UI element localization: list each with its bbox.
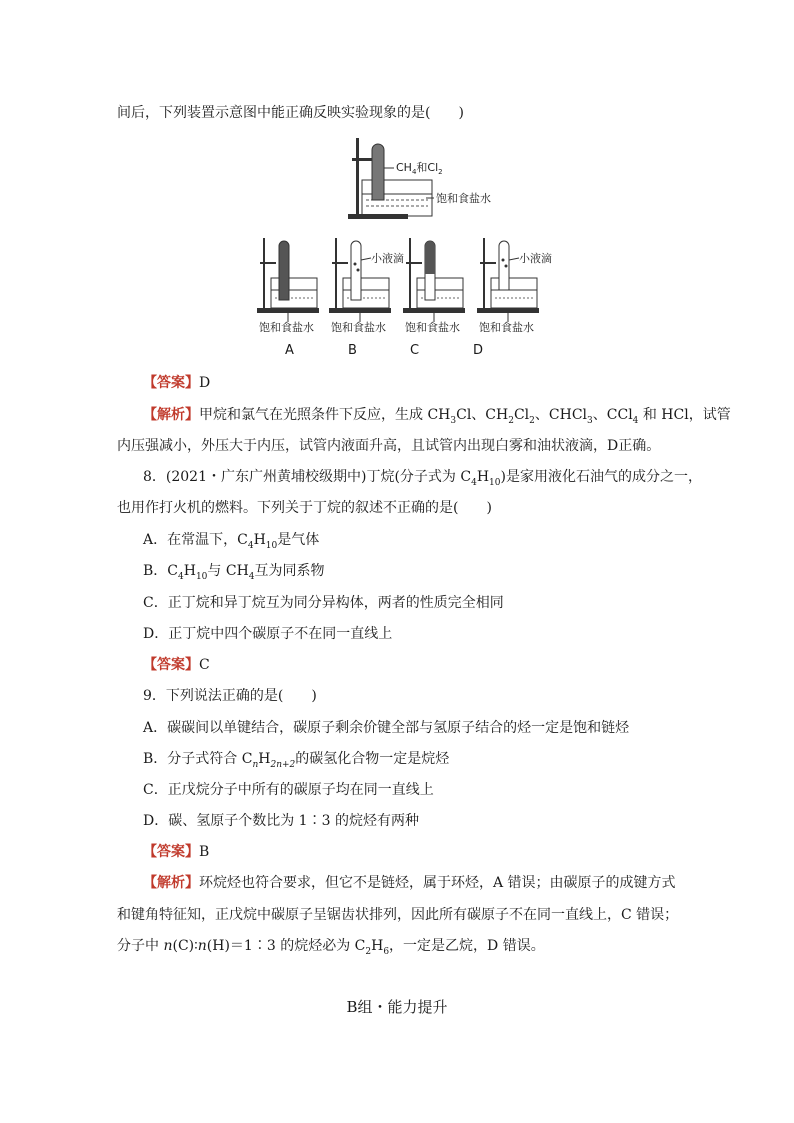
option-letter-a: A bbox=[285, 343, 294, 358]
q8-option-b: B．$C_4H_{10}$与 $CH_4$互为同系物 bbox=[143, 563, 325, 582]
q8-answer: 【答案】C bbox=[143, 657, 210, 673]
top-water-label: 饱和食盐水 bbox=[436, 192, 491, 205]
q9-option-a: A．碳碳间以单键结合，碳原子剩余价键全部与氢原子结合的烃一定是饱和链烃 bbox=[143, 720, 630, 736]
q9-option-c: C．正戊烷分子中所有的碳原子均在同一直线上 bbox=[143, 782, 434, 798]
q7-analysis-line2: 内压强减小，外压大于内压，试管内液面升高，且试管内出现白雾和油状液滴，D正确。 bbox=[117, 438, 661, 454]
apparatus-c bbox=[403, 238, 465, 334]
q9-analysis-line1: 【解析】环烷烃也符合要求，但它不是链烃，属于环烃，A 错误；由碳原子的成键方式 bbox=[143, 875, 676, 891]
q9-stem: 9．下列说法正确的是( ) bbox=[143, 688, 317, 704]
svg-text:饱和食盐水: 饱和食盐水 bbox=[331, 321, 386, 334]
svg-text:饱和食盐水: 饱和食盐水 bbox=[479, 321, 534, 334]
top-gas-label: $CH_4$和$Cl_2$ bbox=[396, 161, 443, 176]
q9-analysis-line2: 和键角特征知，正戊烷中碳原子呈锯齿状排列，因此所有碳原子不在同一直线上，C 错误； bbox=[117, 907, 679, 923]
apparatus-a bbox=[257, 238, 319, 334]
apparatus-b bbox=[329, 238, 404, 334]
q9-answer: 【答案】B bbox=[143, 844, 210, 860]
q8-stem-line1: 8．(2021・广东广州黄埔校级期中)丁烷(分子式为 $C_4H_{10}$)是家用液化石油气的成分之一， bbox=[143, 469, 702, 488]
svg-text:小液滴: 小液滴 bbox=[371, 252, 404, 265]
svg-text:小液滴: 小液滴 bbox=[519, 252, 552, 265]
section-title: B组・能力提升 bbox=[346, 998, 448, 1016]
apparatus-top-figure bbox=[340, 136, 500, 222]
q9-analysis-line3: 分子中 n(C)∶n(H)＝1∶3 的烷烃必为 $C_2H_6$，一定是乙烷，D 错误。 bbox=[117, 938, 545, 957]
q9-option-d: D．碳、氢原子个数比为 1∶3 的烷烃有两种 bbox=[143, 813, 419, 829]
svg-text:饱和食盐水: 饱和食盐水 bbox=[405, 321, 460, 334]
q7-answer: 【答案】D bbox=[143, 375, 211, 391]
q8-stem-line2: 也用作打火机的燃料。下列关于丁烷的叙述不正确的是( ) bbox=[117, 500, 492, 516]
option-letter-b: B bbox=[348, 343, 357, 358]
option-letter-d: D bbox=[473, 343, 484, 358]
apparatus-options-figure bbox=[255, 236, 552, 334]
apparatus-d bbox=[477, 238, 552, 334]
q9-option-b: B．分子式符合 $C_nH_{2n+2}$的碳氢化合物一定是烷烃 bbox=[143, 751, 450, 770]
option-letter-c: C bbox=[410, 343, 420, 358]
q8-option-d: D．正丁烷中四个碳原子不在同一直线上 bbox=[143, 626, 393, 642]
q7-stem-tail: 间后，下列装置示意图中能正确反映实验现象的是( ) bbox=[117, 105, 464, 121]
q8-option-a: A．在常温下，$C_4H_{10}$是气体 bbox=[143, 532, 320, 551]
q8-option-c: C．正丁烷和异丁烷互为同分异构体，两者的性质完全相同 bbox=[143, 595, 504, 611]
q7-analysis-line1: 【解析】甲烷和氯气在光照条件下反应，生成 $CH_3Cl$、$CH_2Cl_2$、CHCl$_3$、CCl$_4$ 和 HCl，试管 bbox=[143, 407, 731, 426]
svg-text:饱和食盐水: 饱和食盐水 bbox=[259, 321, 314, 334]
